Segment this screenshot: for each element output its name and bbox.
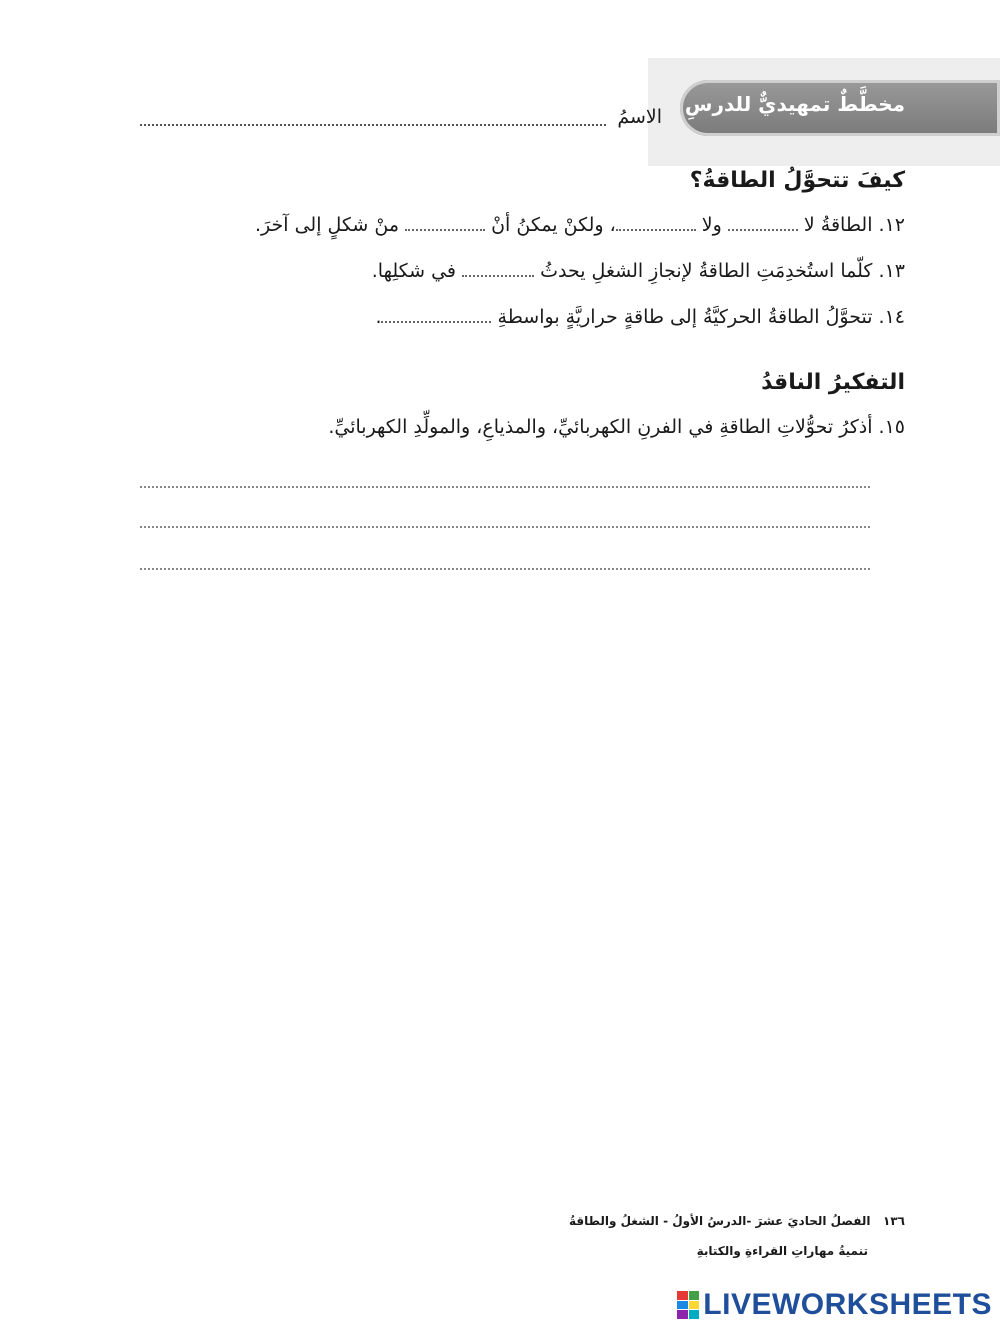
page-number: ١٣٦ (883, 1214, 905, 1228)
name-input-line[interactable] (140, 124, 606, 126)
blank-12-2[interactable] (616, 219, 696, 231)
chapter-title: الفصلُ الحاديَ عشرَ -الدرسُ الأولُ - الشغلُ والطاقةُ (569, 1214, 871, 1228)
question-14: ١٤. تتحوَّلُ الطاقةُ الحركيَّةُ إلى طاقةٍ حراريَّةٍ بواسطةِ . (375, 306, 905, 328)
answer-line-2[interactable] (140, 526, 870, 528)
name-label: الاسمُ (617, 106, 662, 128)
blank-12-1[interactable] (728, 219, 798, 231)
section-title-energy: كيفَ تتحوَّلُ الطاقةُ؟ (689, 168, 905, 193)
liveworksheets-icon (677, 1291, 699, 1319)
footer-subtitle: تنميةُ مهاراتِ القراءةِ والكتابةِ (696, 1244, 868, 1258)
answer-line-1[interactable] (140, 486, 870, 488)
footer-chapter (569, 1214, 905, 1228)
question-12: ١٢. الطاقةُ لا ولا ، ولكنْ يمكنُ أنْ منْ شكلٍ إلى آخرَ. (254, 214, 905, 236)
question-15: ١٥. أذكرُ تحوُّلاتِ الطاقةِ في الفرنِ الكهربائيِّ، والمذياعِ، والمولِّدِ الكهربائيِّ. (328, 416, 905, 438)
lesson-tab-title: مخطَّطٌ تمهيديٌّ للدرسِ (684, 92, 905, 116)
blank-12-3[interactable] (405, 219, 485, 231)
section-title-critical-thinking: التفكيرُ الناقدُ (761, 370, 905, 395)
question-13: ١٣. كلّما استُخدِمَتِ الطاقةُ لإنجازِ الشغلِ يحدثُ في شكلِها. (371, 260, 905, 282)
answer-line-3[interactable] (140, 568, 870, 570)
liveworksheets-logo (677, 1288, 992, 1322)
blank-13[interactable] (462, 265, 534, 277)
blank-14[interactable] (381, 311, 491, 323)
liveworksheets-wordmark: LIVEWORKSHEETS (703, 1288, 992, 1321)
